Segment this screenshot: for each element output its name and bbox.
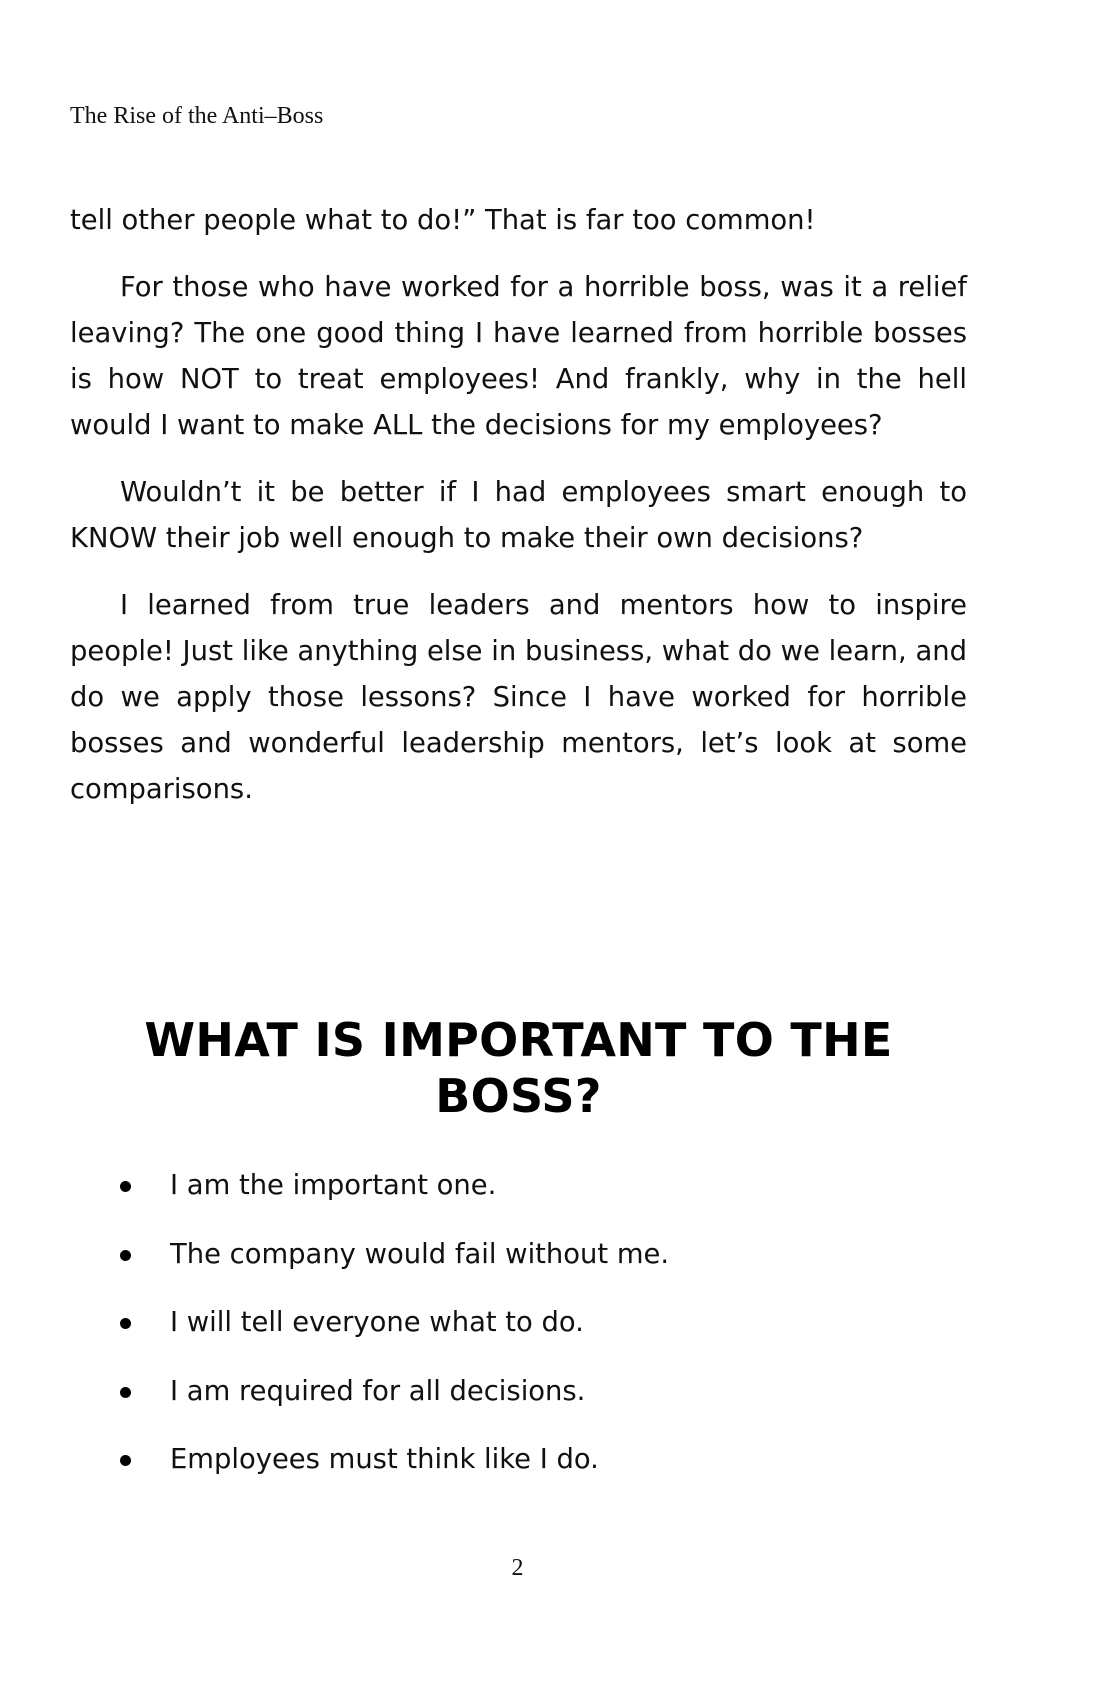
list-item (0, 1440, 1100, 1509)
list-item-text: The company would fail without me. (170, 1238, 670, 1270)
body-text (70, 198, 967, 834)
section-heading: WHAT IS IMPORTANT TO THE BOSS? (144, 1013, 893, 1123)
bullet-dot-icon (120, 1250, 131, 1261)
paragraph-continuation: tell other people what to do!” That is far too common! (70, 205, 816, 236)
bullet-dot-icon (120, 1318, 131, 1329)
list-item-text: I am required for all decisions. (170, 1375, 586, 1407)
paragraph: I learned from true leaders and mentors how to inspire people! Just like anything else in business, what do we learn, and do we apply those lessons? Since I have worked for horrible bosses and wonderful leadership mentors, let’s look at some comparisons. (70, 590, 967, 805)
running-header: The Rise of the Anti–Boss (70, 103, 324, 129)
list-item (0, 1372, 1100, 1441)
page-number: 2 (511, 1555, 524, 1581)
bullet-dot-icon (120, 1181, 131, 1192)
list-item-text: I will tell everyone what to do. (170, 1307, 584, 1338)
bullet-dot-icon (120, 1455, 131, 1466)
paragraph: Wouldn’t it be better if I had employees smart enough to KNOW their job well enough to make their own decisions? (70, 477, 967, 554)
list-item (0, 1235, 1100, 1304)
bullet-dot-icon (120, 1387, 131, 1398)
list-item (0, 1303, 1100, 1372)
list-item (0, 1166, 1100, 1235)
list-item-text: Employees must think like I do. (170, 1444, 599, 1475)
list-item-text: I am the important one. (170, 1170, 497, 1201)
bullet-list (0, 1166, 1100, 1509)
paragraph: For those who have worked for a horrible boss, was it a relief leaving? The one good thing I have learned from horrible bosses is how NOT to treat employees! And frankly, why in the hell would I want to make ALL the decisions for my employees? (70, 272, 967, 441)
